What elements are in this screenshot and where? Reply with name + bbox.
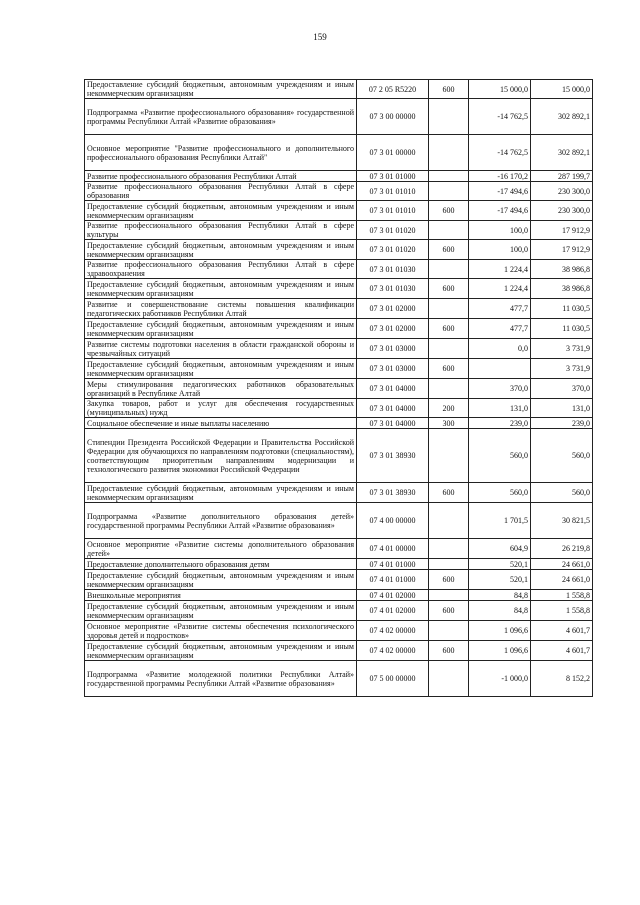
row-expense-type: 600 xyxy=(429,201,469,221)
row-change-amount: 84,8 xyxy=(469,601,531,621)
row-expense-type xyxy=(429,299,469,319)
table-row xyxy=(85,240,593,260)
row-expense-type: 600 xyxy=(429,601,469,621)
budget-table-body xyxy=(85,80,593,697)
row-total-amount: 8 152,2 xyxy=(531,661,593,697)
table-row xyxy=(85,661,593,697)
row-expense-type: 600 xyxy=(429,80,469,99)
row-name: Развитие и совершенствование системы повышения квалификации педагогических работников Республики Алтай xyxy=(85,299,357,319)
table-row xyxy=(85,201,593,221)
row-expense-type: 600 xyxy=(429,319,469,339)
row-code: 07 3 01 04000 xyxy=(357,379,429,399)
row-name: Предоставление субсидий бюджетным, автономным учреждениям и иным некоммерческим организациям xyxy=(85,319,357,339)
row-name: Предоставление субсидий бюджетным, автономным учреждениям и иным некоммерческим организациям xyxy=(85,601,357,621)
row-total-amount: 302 892,1 xyxy=(531,99,593,135)
row-name: Подпрограмма «Развитие молодежной политики Республики Алтай» государственной программы Республики Алтай «Развитие образования» xyxy=(85,661,357,697)
row-total-amount: 287 199,7 xyxy=(531,171,593,182)
row-name: Предоставление субсидий бюджетным, автономным учреждениям и иным некоммерческим организациям xyxy=(85,641,357,661)
row-change-amount: 1 096,6 xyxy=(469,621,531,641)
row-change-amount: 477,7 xyxy=(469,319,531,339)
row-code: 07 3 01 01000 xyxy=(357,171,429,182)
row-code: 07 3 01 38930 xyxy=(357,429,429,483)
row-expense-type: 600 xyxy=(429,483,469,503)
row-code: 07 3 01 01010 xyxy=(357,182,429,201)
table-row xyxy=(85,503,593,539)
row-change-amount: 370,0 xyxy=(469,379,531,399)
row-name: Предоставление субсидий бюджетным, автономным учреждениям и иным некоммерческим организациям xyxy=(85,240,357,260)
row-change-amount: 1 224,4 xyxy=(469,279,531,299)
row-expense-type: 600 xyxy=(429,570,469,590)
row-name: Закупка товаров, работ и услуг для обеспечения государственных (муниципальных) нужд xyxy=(85,399,357,418)
row-expense-type: 600 xyxy=(429,279,469,299)
table-row xyxy=(85,559,593,570)
row-code: 07 4 01 02000 xyxy=(357,601,429,621)
row-change-amount: 560,0 xyxy=(469,429,531,483)
row-expense-type xyxy=(429,590,469,601)
row-name: Подпрограмма «Развитие дополнительного образования детей» государственной программы Республики Алтай «Развитие образования» xyxy=(85,503,357,539)
row-code: 07 3 01 01020 xyxy=(357,221,429,240)
table-row xyxy=(85,135,593,171)
row-change-amount: 520,1 xyxy=(469,570,531,590)
row-code: 07 3 01 01030 xyxy=(357,260,429,279)
row-total-amount: 15 000,0 xyxy=(531,80,593,99)
table-row xyxy=(85,590,593,601)
row-expense-type xyxy=(429,135,469,171)
row-change-amount: -17 494,6 xyxy=(469,182,531,201)
row-name: Предоставление субсидий бюджетным, автономным учреждениям и иным некоммерческим организациям xyxy=(85,483,357,503)
row-change-amount: -14 762,5 xyxy=(469,135,531,171)
row-code: 07 3 01 04000 xyxy=(357,399,429,418)
row-change-amount: 1 701,5 xyxy=(469,503,531,539)
table-row xyxy=(85,299,593,319)
row-expense-type xyxy=(429,99,469,135)
row-code: 07 5 00 00000 xyxy=(357,661,429,697)
table-row xyxy=(85,319,593,339)
row-change-amount: 477,7 xyxy=(469,299,531,319)
row-code: 07 3 01 01020 xyxy=(357,240,429,260)
row-code: 07 3 01 03000 xyxy=(357,339,429,359)
row-total-amount: 3 731,9 xyxy=(531,359,593,379)
row-total-amount: 1 558,8 xyxy=(531,601,593,621)
row-expense-type: 600 xyxy=(429,359,469,379)
row-total-amount: 11 030,5 xyxy=(531,299,593,319)
row-name: Социальное обеспечение и иные выплаты населению xyxy=(85,418,357,429)
row-total-amount: 38 986,8 xyxy=(531,260,593,279)
table-row xyxy=(85,399,593,418)
table-row xyxy=(85,221,593,240)
row-name: Предоставление субсидий бюджетным, автономным учреждениям и иным некоммерческим организациям xyxy=(85,359,357,379)
row-change-amount: -17 494,6 xyxy=(469,201,531,221)
row-expense-type xyxy=(429,503,469,539)
table-row xyxy=(85,483,593,503)
row-code: 07 2 05 R5220 xyxy=(357,80,429,99)
row-total-amount: 131,0 xyxy=(531,399,593,418)
row-total-amount: 302 892,1 xyxy=(531,135,593,171)
row-expense-type xyxy=(429,539,469,559)
row-total-amount: 239,0 xyxy=(531,418,593,429)
table-row xyxy=(85,80,593,99)
row-total-amount: 230 300,0 xyxy=(531,201,593,221)
row-code: 07 4 01 00000 xyxy=(357,539,429,559)
row-name: Предоставление субсидий бюджетным, автономным учреждениям и иным некоммерческим организациям xyxy=(85,279,357,299)
row-change-amount xyxy=(469,359,531,379)
row-change-amount: 100,0 xyxy=(469,221,531,240)
row-name: Развитие профессионального образования Республики Алтай в сфере образования xyxy=(85,182,357,201)
row-expense-type xyxy=(429,221,469,240)
table-row xyxy=(85,279,593,299)
table-row xyxy=(85,429,593,483)
row-name: Основное мероприятие «Развитие системы дополнительного образования детей» xyxy=(85,539,357,559)
row-expense-type: 600 xyxy=(429,240,469,260)
row-name: Внешкольные мероприятия xyxy=(85,590,357,601)
row-code: 07 3 01 02000 xyxy=(357,319,429,339)
row-total-amount: 3 731,9 xyxy=(531,339,593,359)
row-name: Подпрограмма «Развитие профессионального образования» государственной программы Республики Алтай «Развитие образования» xyxy=(85,99,357,135)
row-change-amount: 100,0 xyxy=(469,240,531,260)
table-row xyxy=(85,339,593,359)
row-name: Основное мероприятие «Развитие системы обеспечения психологического здоровья детей и подростков» xyxy=(85,621,357,641)
row-total-amount: 560,0 xyxy=(531,483,593,503)
row-expense-type xyxy=(429,339,469,359)
row-expense-type xyxy=(429,559,469,570)
row-expense-type xyxy=(429,379,469,399)
row-code: 07 3 01 01030 xyxy=(357,279,429,299)
row-total-amount: 38 986,8 xyxy=(531,279,593,299)
row-code: 07 3 01 04000 xyxy=(357,418,429,429)
row-total-amount: 17 912,9 xyxy=(531,221,593,240)
row-name: Основное мероприятие "Развитие профессионального и дополнительного профессионального образования Республики Алтай" xyxy=(85,135,357,171)
row-name: Развитие профессионального образования Республики Алтай xyxy=(85,171,357,182)
row-total-amount: 4 601,7 xyxy=(531,641,593,661)
row-name: Предоставление субсидий бюджетным, автономным учреждениям и иным некоммерческим организациям xyxy=(85,570,357,590)
row-code: 07 4 02 00000 xyxy=(357,641,429,661)
row-change-amount: 239,0 xyxy=(469,418,531,429)
row-total-amount: 370,0 xyxy=(531,379,593,399)
row-total-amount: 230 300,0 xyxy=(531,182,593,201)
row-expense-type xyxy=(429,429,469,483)
row-code: 07 3 01 02000 xyxy=(357,299,429,319)
row-change-amount: 1 096,6 xyxy=(469,641,531,661)
row-name: Развитие системы подготовки населения в области гражданской обороны и чрезвычайных ситуаций xyxy=(85,339,357,359)
row-change-amount: -16 170,2 xyxy=(469,171,531,182)
row-change-amount: 604,9 xyxy=(469,539,531,559)
table-row xyxy=(85,182,593,201)
row-total-amount: 24 661,0 xyxy=(531,570,593,590)
row-expense-type: 600 xyxy=(429,641,469,661)
row-code: 07 4 02 00000 xyxy=(357,621,429,641)
table-row xyxy=(85,601,593,621)
row-expense-type xyxy=(429,621,469,641)
budget-table xyxy=(84,79,593,697)
table-row xyxy=(85,359,593,379)
table-row xyxy=(85,539,593,559)
row-expense-type: 200 xyxy=(429,399,469,418)
row-name: Предоставление субсидий бюджетным, автономным учреждениям и иным некоммерческим организациям xyxy=(85,201,357,221)
row-total-amount: 1 558,8 xyxy=(531,590,593,601)
row-code: 07 3 01 01010 xyxy=(357,201,429,221)
row-code: 07 3 01 03000 xyxy=(357,359,429,379)
row-change-amount: 84,8 xyxy=(469,590,531,601)
row-expense-type xyxy=(429,661,469,697)
row-total-amount: 30 821,5 xyxy=(531,503,593,539)
row-code: 07 3 00 00000 xyxy=(357,99,429,135)
row-change-amount: 131,0 xyxy=(469,399,531,418)
table-row xyxy=(85,171,593,182)
row-total-amount: 11 030,5 xyxy=(531,319,593,339)
table-row xyxy=(85,641,593,661)
row-change-amount: 0,0 xyxy=(469,339,531,359)
row-name: Развитие профессионального образования Республики Алтай в сфере культуры xyxy=(85,221,357,240)
row-expense-type xyxy=(429,260,469,279)
row-total-amount: 24 661,0 xyxy=(531,559,593,570)
row-change-amount: 560,0 xyxy=(469,483,531,503)
table-row xyxy=(85,621,593,641)
table-row xyxy=(85,379,593,399)
page-number: 159 xyxy=(313,32,327,42)
row-code: 07 4 01 01000 xyxy=(357,559,429,570)
row-code: 07 4 01 01000 xyxy=(357,570,429,590)
row-total-amount: 17 912,9 xyxy=(531,240,593,260)
row-change-amount: -1 000,0 xyxy=(469,661,531,697)
row-code: 07 3 01 38930 xyxy=(357,483,429,503)
row-expense-type xyxy=(429,182,469,201)
row-name: Предоставление дополнительного образования детям xyxy=(85,559,357,570)
row-change-amount: 15 000,0 xyxy=(469,80,531,99)
row-code: 07 4 01 02000 xyxy=(357,590,429,601)
row-change-amount: -14 762,5 xyxy=(469,99,531,135)
row-name: Меры стимулирования педагогических работников образовательных организаций в Республике Алтай xyxy=(85,379,357,399)
row-expense-type xyxy=(429,171,469,182)
row-expense-type: 300 xyxy=(429,418,469,429)
row-code: 07 4 00 00000 xyxy=(357,503,429,539)
table-row xyxy=(85,570,593,590)
table-row xyxy=(85,260,593,279)
row-name: Стипендии Президента Российской Федерации и Правительства Российской Федерации для обучающихся по направлениям подготовки (специальностям), соответствующим приоритетным направлениям модернизации и технологического развития экономики Российской Федерации xyxy=(85,429,357,483)
table-row xyxy=(85,99,593,135)
row-total-amount: 560,0 xyxy=(531,429,593,483)
row-name: Развитие профессионального образования Республики Алтай в сфере здравоохранения xyxy=(85,260,357,279)
row-change-amount: 520,1 xyxy=(469,559,531,570)
row-total-amount: 4 601,7 xyxy=(531,621,593,641)
row-name: Предоставление субсидий бюджетным, автономным учреждениям и иным некоммерческим организациям xyxy=(85,80,357,99)
row-code: 07 3 01 00000 xyxy=(357,135,429,171)
row-total-amount: 26 219,8 xyxy=(531,539,593,559)
row-change-amount: 1 224,4 xyxy=(469,260,531,279)
table-row xyxy=(85,418,593,429)
